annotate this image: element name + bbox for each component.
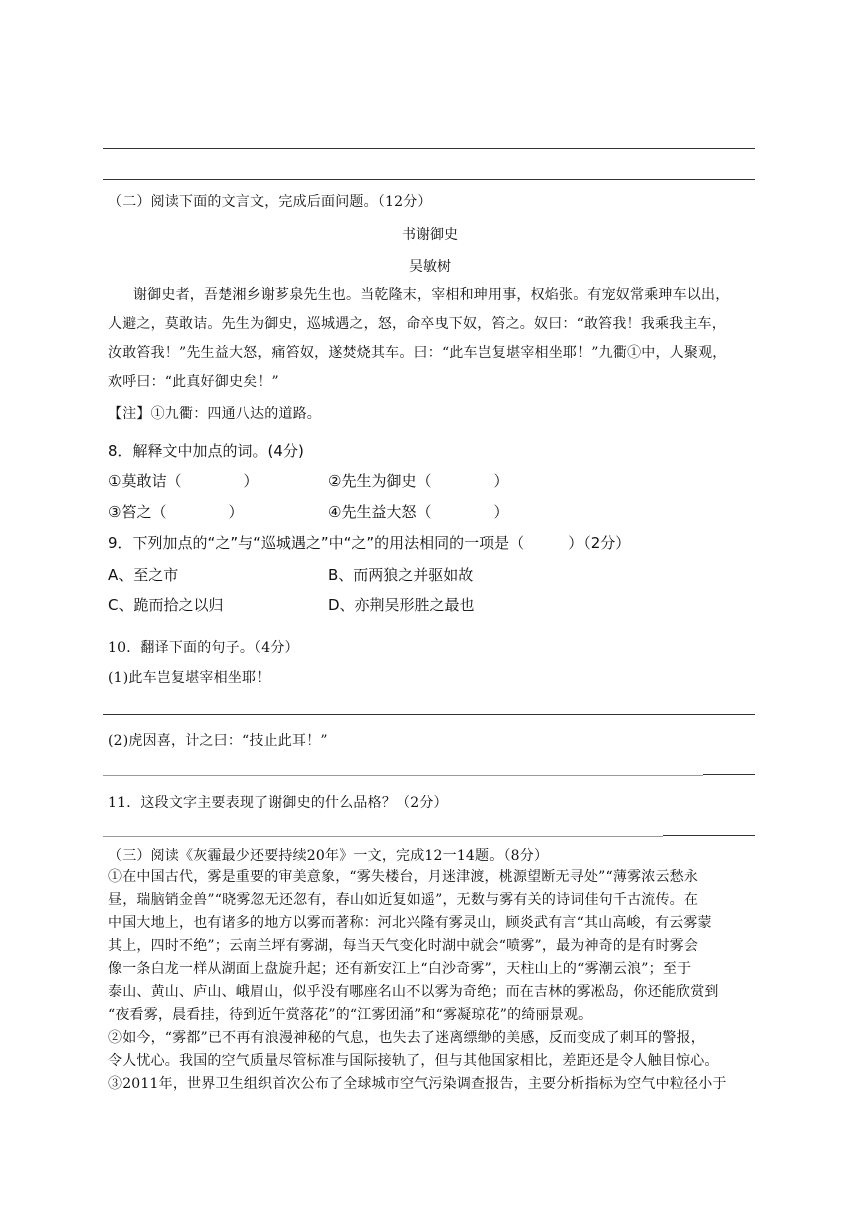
- answer-line: [103, 836, 663, 837]
- section3-line: 令人忧心。我国的空气质量尽管标准与国际接轨了，但与其他国家相比，差距还是令人触目惊心。: [108, 1053, 719, 1069]
- passage-title: 书谢御史: [402, 227, 458, 243]
- section3-line: “夜看雾，晨看挂，待到近午赏落花”的“江雾团涌”和“雾凝琼花”的绮丽景观。: [108, 1007, 593, 1023]
- q8-stem: 8．解释文中加点的词。(4分): [108, 442, 304, 460]
- answer-line: [103, 775, 703, 776]
- passage-author: 吴敏树: [409, 259, 451, 275]
- section3-line: ②如今，“雾都”已不再有浪漫神秘的气息，也失去了迷离缥缈的美感，反而变成了刺耳的警报，: [108, 1030, 705, 1046]
- q9-stem: 9．下列加点的“之”与“巡城遇之”中“之”的用法相同的一项是（ ）（2分）: [108, 534, 631, 552]
- q10-sentence-1: (1)此车岂复堪宰相坐耶！: [108, 670, 271, 686]
- section3-line: 泰山、黄山、庐山、峨眉山，似乎没有哪座名山不以雾为奇绝；而在吉林的雾凇岛，你还能欣赏到: [108, 984, 719, 1000]
- answer-line: [663, 835, 755, 836]
- section3-header: （三）阅读《灰霾最少还要持续20年》一文，完成12一14题。（8分）: [108, 848, 549, 864]
- section3-line: 昼，瑞脑销金兽”“晓雾忽无还忽有，春山如近复如遥”，无数与雾有关的诗词佳句千古流传。在: [108, 892, 699, 908]
- section3-line: 像一条白龙一样从湖面上盘旋升起；还有新安江上“白沙奇雾”，天柱山上的“雾潮云浪”；至于: [108, 961, 692, 977]
- q8-item-text: ④先生益大怒（: [328, 503, 432, 521]
- q8-item-text: ③笞之（: [108, 503, 167, 521]
- section3-line: ③2011年，世界卫生组织首次公布了全球城市空气污染调查报告，主要分析指标为空气中粒径小于: [108, 1076, 727, 1092]
- q9-option-d: D、亦荆吴形胜之最也: [328, 596, 475, 614]
- section3-line: 中国大地上，也有诸多的地方以雾而著称：河北兴隆有雾灵山，顾炎武有言“其山高峻，有云雾蒙: [108, 915, 712, 931]
- answer-line: [703, 774, 755, 775]
- section3-line: ①在中国古代，雾是重要的审美意象，“雾失楼台，月迷津渡，桃源望断无寻处”“薄雾浓云愁永: [108, 869, 699, 885]
- passage-line: 谢御史者，吾楚湘乡谢芗泉先生也。当乾隆末，宰相和珅用事，权焰张。有宠奴常乘珅车以出，: [133, 287, 730, 303]
- q8-item: ④先生益大怒（ ）: [328, 503, 509, 521]
- passage-line: 人避之，莫敢诘。先生为御史，巡城遇之，怒，命卒曳下奴，笞之。奴曰：“敢笞我！我乘我主车，: [108, 316, 726, 332]
- q10-stem: 10．翻译下面的句子。（4分）: [108, 640, 299, 656]
- answer-line: [103, 148, 755, 149]
- q8-item-text: ①莫敢诘（: [108, 472, 182, 490]
- passage-note: 【注】①九衢：四通八达的道路。: [108, 406, 321, 422]
- q9-option-b: B、而两狼之并驱如故: [328, 566, 474, 584]
- section3-line: 其上，四时不绝”；云南兰坪有雾湖，每当天气变化时湖中就会“喷雾”，最为神奇的是有时雾会: [108, 938, 699, 954]
- q8-item-text: ②先生为御史（: [328, 472, 432, 490]
- passage-line: 汝敢笞我！”先生益大怒，痛笞奴，遂焚烧其车。曰：“此车岂复堪宰相坐耶！”九衢①中，人聚观，: [108, 345, 727, 361]
- q8-item: ②先生为御史（ ）: [328, 472, 509, 490]
- q10-sentence-2: (2)虎因喜，计之曰：“技止此耳！”: [108, 733, 328, 749]
- q8-item: ③笞之（ ）: [108, 503, 244, 521]
- answer-line: [103, 714, 755, 715]
- q9-option-a: A、至之市: [108, 566, 179, 584]
- answer-line: [103, 179, 755, 180]
- section2-header: （二）阅读下面的文言文，完成后面问题。（12分）: [108, 194, 432, 210]
- passage-line: 欢呼曰：“此真好御史矣！”: [108, 374, 279, 390]
- q11-stem: 11．这段文字主要表现了谢御史的什么品格？（2分）: [108, 795, 448, 811]
- q9-option-c: C、跪而拾之以归: [108, 596, 224, 614]
- q8-item: ①莫敢诘（ ）: [108, 472, 259, 490]
